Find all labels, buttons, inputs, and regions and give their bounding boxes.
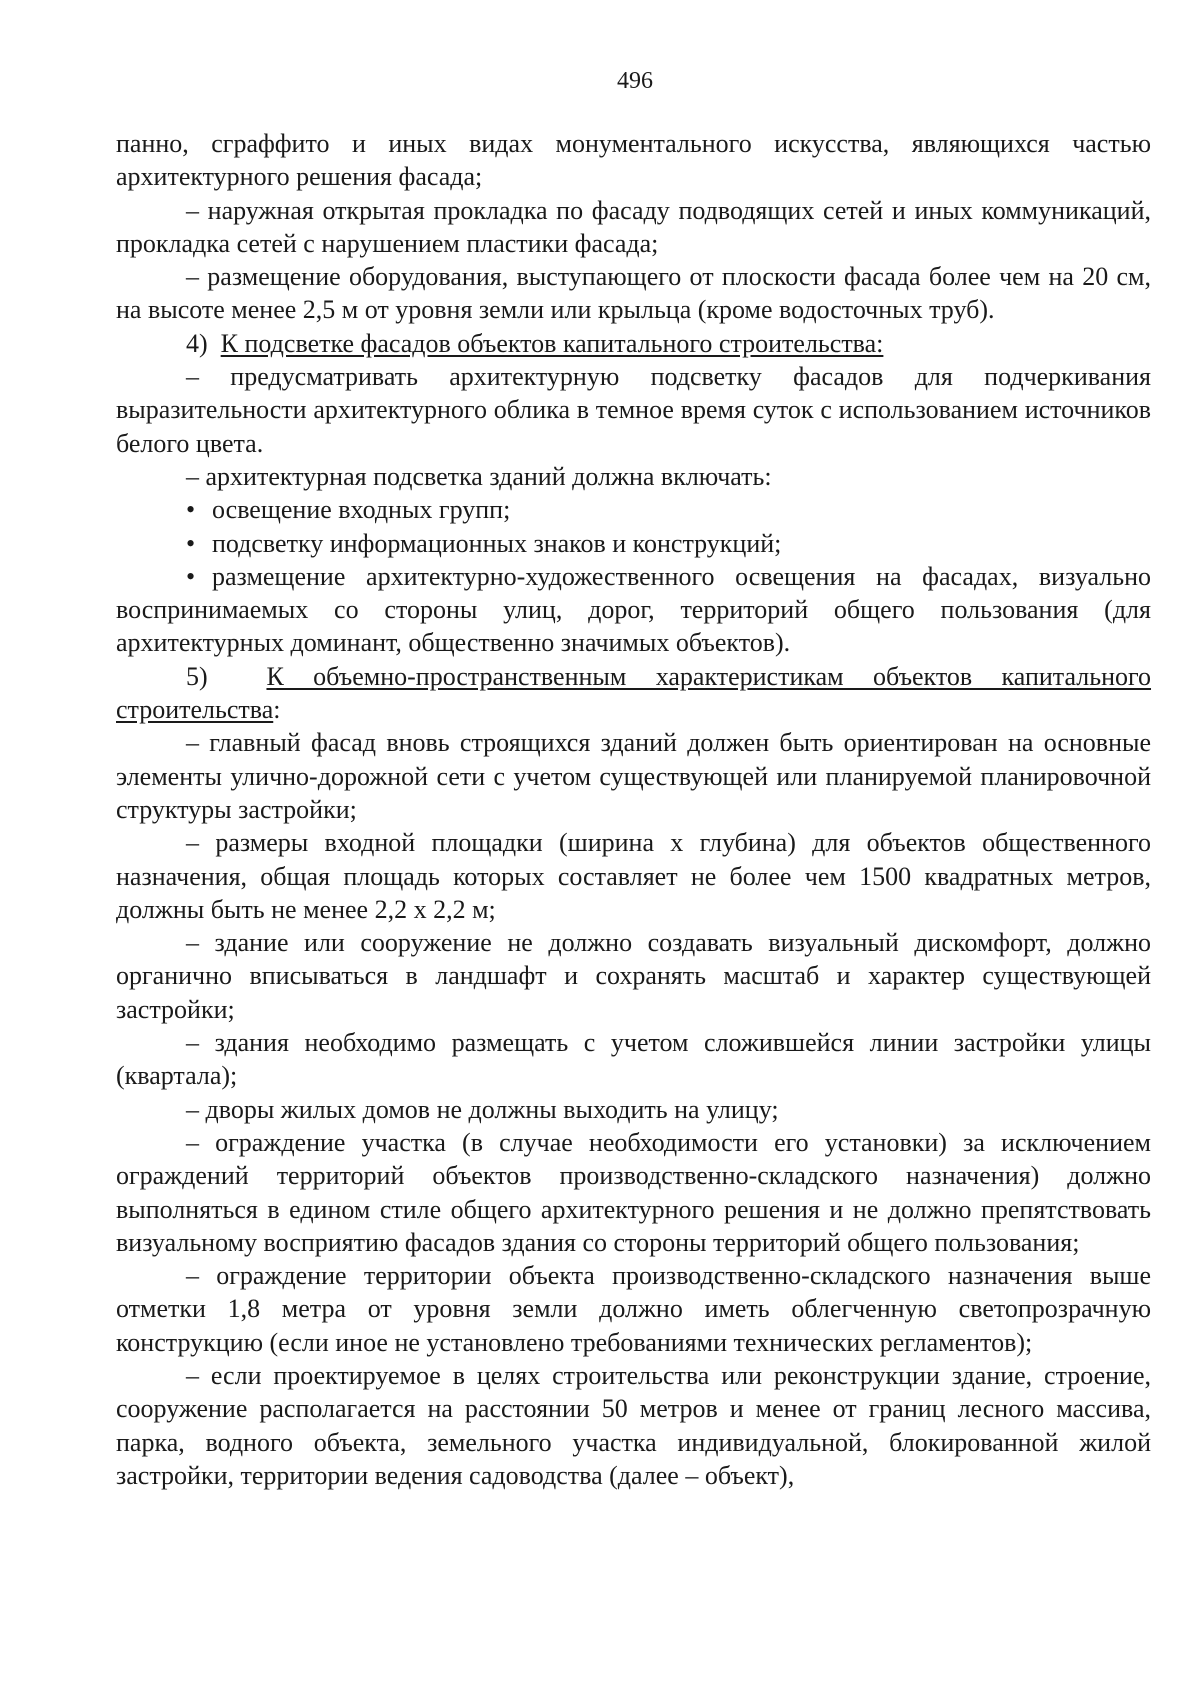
list-item-dash: – здания необходимо размещать с учетом сложившейся линии застройки улицы (квартала); — [116, 1028, 1151, 1091]
bullet-text: подсветку информационных знаков и конструкций; — [212, 528, 782, 558]
list-item-dash: – размещение оборудования, выступающего от плоскости фасада более чем на 20 см, на высоте менее 2,5 м от уровня земли или крыльца (кроме водосточных труб). — [116, 262, 1151, 325]
page-number: 496 — [617, 68, 653, 94]
section-heading-4 — [116, 327, 1151, 360]
list-item-dash: – главный фасад вновь строящихся зданий должен быть ориентирован на основные элементы улично-дорожной сети с учетом существующей или планируемой планировочной структуры застройки; — [116, 728, 1151, 824]
list-item-dash: – размеры входной площадки (ширина х глубина) для объектов общественного назначения, общая площадь которых составляет не более чем 1500 квадратных метров, должны быть не менее 2,2 х 2,2 м; — [116, 828, 1151, 924]
section-number: 5) — [186, 661, 208, 691]
paragraph-continuation: панно, сграффито и иных видах монументального искусства, являющихся частью архитектурного решения фасада; — [116, 129, 1151, 192]
list-item-dash: – дворы жилых домов не должны выходить на улицу; — [186, 1094, 779, 1124]
list-item-dash: – ограждение участка (в случае необходимости его установки) за исключением ограждений территорий объектов производственно-складского назначения) должно выполняться в едином стиле общего архитектурного решения и не должно препятствовать визуальному восприятию фасадов здания со стороны территорий общего пользования; — [116, 1127, 1151, 1257]
section-title: К объемно-пространственным характеристикам объектов капитального строительства — [116, 661, 1152, 725]
list-item-dash: – ограждение территории объекта производственно-складского назначения выше отметки 1,8 метра от уровня земли должно иметь облегченную светопрозрачную конструкцию (если иное не установлено требованиями технических регламентов); — [116, 1261, 1151, 1357]
bullet-text: размещение архитектурно-художественного освещения на фасадах, визуально воспринимаемых со стороны улиц, дорог, территорий общего пользования (для архитектурных доминант, общественно значимых объектов). — [116, 561, 1151, 658]
section-title: К подсветке фасадов объектов капитального строительства: — [220, 328, 884, 358]
document-body — [116, 127, 1151, 1492]
bullet-icon: • — [186, 561, 196, 591]
list-item-dash: – если проектируемое в целях строительства или реконструкции здание, строение, сооружение располагается на расстоянии 50 метров и менее от границ лесного массива, парка, водного объекта, земельного участка индивидуальной, блокированной жилой застройки, территории ведения садоводства (далее – объект), — [116, 1360, 1151, 1490]
list-item-dash: – предусматривать архитектурную подсветку фасадов для подчеркивания выразительности архитектурного облика в темное время суток с использованием источников белого цвета. — [116, 362, 1151, 458]
bullet-item — [116, 560, 1151, 660]
list-item-dash: – наружная открытая прокладка по фасаду подводящих сетей и иных коммуникаций, прокладка сетей с нарушением пластики фасада; — [116, 195, 1151, 258]
section-heading-5 — [116, 660, 1151, 727]
section-title-colon: : — [273, 695, 281, 725]
bullet-icon: • — [186, 528, 196, 558]
bullet-text: освещение входных групп; — [212, 495, 511, 525]
bullet-item — [116, 493, 1151, 526]
bullet-item — [116, 527, 1151, 560]
bullet-icon: • — [186, 495, 196, 525]
section-number: 4) — [186, 328, 208, 358]
list-item-dash: – здание или сооружение не должно создавать визуальный дискомфорт, должно органично вписываться в ландшафт и сохранять масштаб и характер существующей застройки; — [116, 928, 1151, 1024]
list-item-dash: – архитектурная подсветка зданий должна включать: — [186, 461, 772, 491]
